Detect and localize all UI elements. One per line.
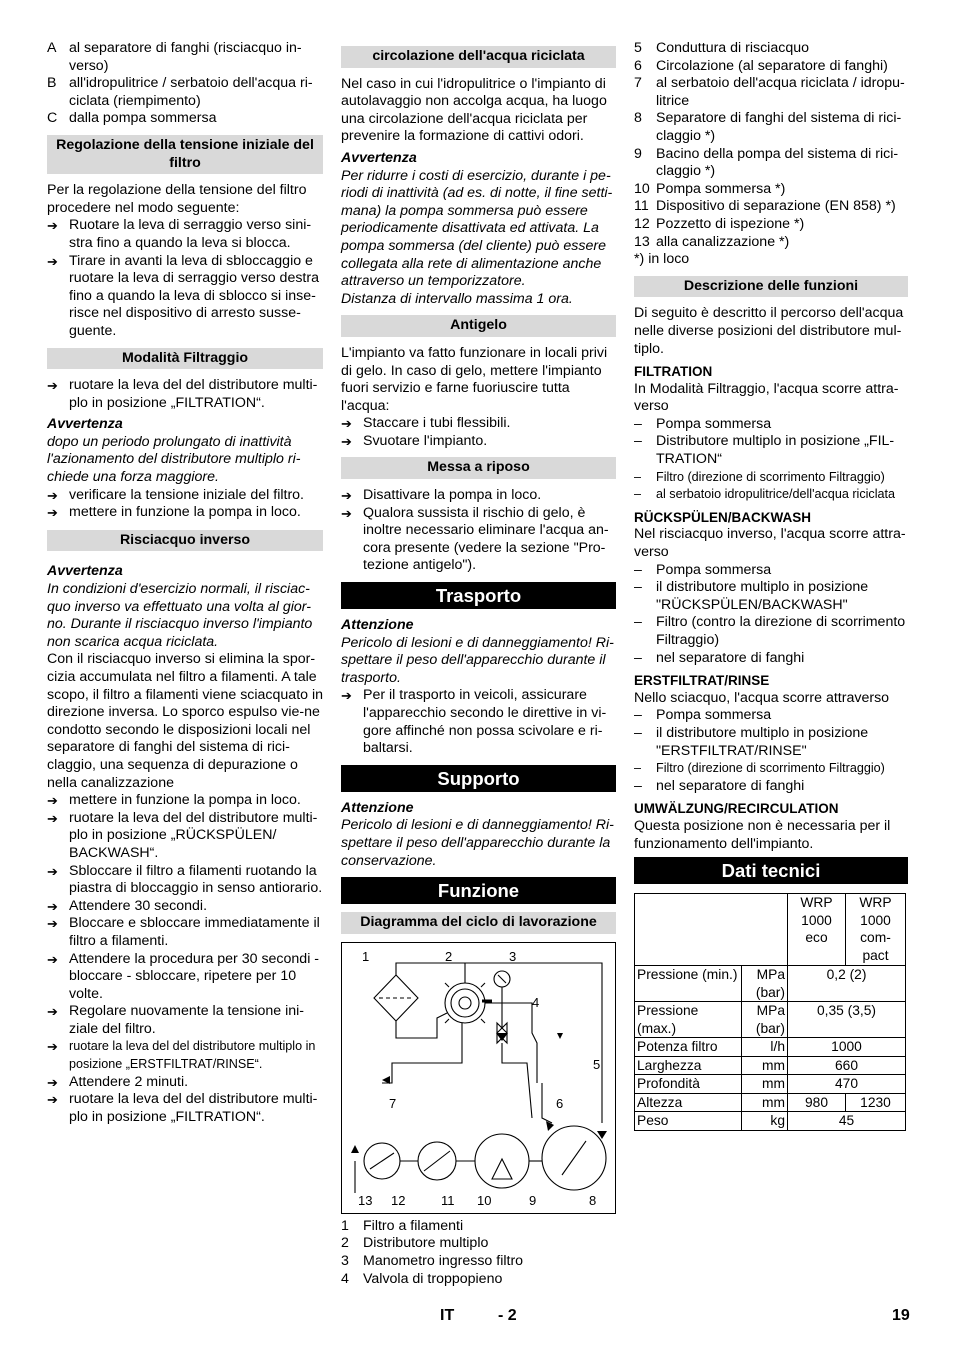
desc-text: Di seguito è descritto il percorso dell'acqua nelle diverse posizioni del distributore mul-tiplo. [634,305,904,357]
tech-row [635,966,906,1002]
legend-item [341,1253,616,1271]
support-heading: Supporto [341,765,616,792]
tech-value: 1000 [788,1038,906,1057]
tech-row [635,1075,906,1094]
tech-value: 45 [788,1112,906,1131]
filter-step [47,377,323,412]
frost-step [341,433,616,451]
dash-bullet-icon: – [634,649,642,666]
tech-unit: mm [742,1056,788,1075]
legend-item-text: Bacino della pompa del sistema di rici-claggio *) [656,145,899,180]
diagram-label-6: 6 [556,1095,564,1111]
backwash-item-text: il distributore multiplo in posizione "RÜCKSPÜLEN/BACKWASH" [656,579,869,613]
tech-head-compact: WRP 1000 com-pact [846,894,906,966]
rinse-item-text: Pompa sommersa [656,707,772,724]
backwash-item-text: Pompa sommersa [656,561,772,578]
backwash-caption: RÜCKSPÜLEN/BACKWASH [634,509,812,525]
arrow-right-icon: ➔ [47,1039,58,1055]
backwash-step-text: Attendere 30 secondi. [69,897,208,914]
diagram-label-10: 10 [477,1192,492,1208]
rinse-item-text: Filtro (direzione di scorrimento Filtraggio) [656,761,885,776]
intro-item-text: all'idropulitrice / serbatoio dell'acqua ri-ciclata (riempimento) [69,75,313,109]
legend-item [634,75,908,110]
diagram-label-1: 1 [362,948,370,964]
transport-warning: Pericolo di lesioni e di danneggiamento! Ri-spettare il peso dell'apparecchio durante il trasporto. [341,634,614,686]
column-1 [47,40,323,1126]
backwash-item [634,614,908,649]
legend-item-key: 9 [634,145,642,162]
arrow-right-icon: ➔ [341,416,352,432]
tech-value: 660 [788,1056,906,1075]
tech-header-row [635,894,906,966]
legend-item-text: Valvola di troppopieno [363,1270,503,1287]
legend-item-key: 6 [634,57,642,74]
legend-item-key: 7 [634,75,642,92]
diagram-label-7: 7 [389,1095,397,1111]
legend-item-key: 13 [634,233,650,250]
legend-item-key: 4 [341,1270,349,1287]
dash-bullet-icon: – [634,724,642,741]
column-2 [341,40,616,1288]
backwash-item [634,562,908,580]
arrow-right-icon: ➔ [47,1004,58,1020]
support-warning: Pericolo di lesioni e di danneggiamento! Ri-spettare il peso dell'apparecchio durante la conservazione. [341,817,614,869]
legend-item [634,146,908,181]
frost-step-text: Svuotare l'impianto. [363,432,488,449]
tech-value: 0,2 (2) [788,966,906,1002]
dash-bullet-icon: – [634,469,642,484]
tech-row [635,1038,906,1057]
backwash-step [47,1074,323,1092]
intro-item [47,110,323,128]
dash-bullet-icon: – [634,561,642,578]
tension-step-text: Ruotare la leva di serraggio verso sini-stra fino a quando la leva si blocca. [69,217,312,251]
tech-unit: MPa (bar) [742,966,788,1002]
tension-step [47,217,323,252]
diagram-label-13: 13 [358,1192,373,1208]
filter-step-text: verificare la tensione iniziale del filtro. [69,486,304,503]
filtration-caption: FILTRATION [634,364,713,380]
backwash-step-text: mettere in funzione la pompa in loco. [69,792,301,809]
rest-step [341,505,616,575]
frost-steps [341,415,616,450]
intro-item-key: C [47,110,58,127]
tension-step [47,253,323,341]
page-number: 19 [892,1307,910,1324]
arrow-right-icon: ➔ [47,951,58,967]
filter-note: dopo un periodo prolungato di inattività l'azionamento del distributore multiplo ri-chiede una forza maggiore. [47,433,301,486]
filter-step-text: ruotare la leva del del distributore multi-plo in posizione „FILTRATION“. [69,377,318,411]
legend-item-text: Pompa sommersa *) [656,180,786,197]
diagram-label-5: 5 [593,1056,601,1072]
backwash-step [47,810,323,863]
tension-step-text: Tirare in avanti la leva di sbloccaggio e ruotare la leva di serraggio verso destra fino a quando la leva di sblocco si inse-risce nel dispositivo di arresto susse-guente. [69,252,319,339]
backwash-step [47,1003,323,1038]
tech-head-eco: WRP 1000 eco [788,894,846,966]
intro-item [47,75,323,110]
arrow-right-icon: ➔ [341,505,352,521]
backwash-step-text: ruotare la leva del del distributore multiplo in posizione „ERSTFILTRAT/RINSE“. [69,1039,316,1072]
legend-item-key: 5 [634,40,642,56]
frost-heading: Antigelo [341,315,616,337]
backwash-flow-text: Nel risciacquo inverso, l'acqua scorre attra-verso [634,526,906,561]
intro-list [47,40,323,128]
backwash-item [634,650,908,668]
dash-bullet-icon: – [634,761,642,776]
backwash-step-text: ruotare la leva del del distributore multi-plo in posizione „RÜCKSPÜLEN/ BACKWASH“. [69,809,318,861]
tech-value: 0,35 (3,5) [788,1002,906,1038]
tech-unit: MPa (bar) [742,1002,788,1038]
transport-step-text: Per il trasporto in veicoli, assicurare l'apparecchio secondo le direttive in vi-gore affinché non possa scivolare e ri-baltarsi. [363,687,607,757]
legend-item-text: Distributore multiplo [363,1235,489,1252]
dash-bullet-icon: – [634,415,642,432]
tech-unit: l/h [742,1038,788,1057]
diagram-legend-part1 [341,1218,616,1288]
arrow-right-icon: ➔ [341,688,352,704]
diagram-label-11: 11 [441,1192,455,1208]
tension-heading: Regolazione della tensione iniziale del filtro [47,135,323,174]
filter-steps [47,487,323,522]
legend-item [634,110,908,145]
tech-row [635,1002,906,1038]
backwash-item-text: nel separatore di fanghi [656,649,805,666]
filter-heading: Modalità Filtraggio [47,348,323,370]
legend-item [634,198,908,216]
dash-bullet-icon: – [634,614,642,631]
diagram-label-3: 3 [509,948,517,964]
diagram-svg [342,943,617,1215]
rinse-text: Nello sciacquo, l'acqua scorre attraverso [634,689,890,706]
rinse-item [634,760,908,778]
filtration-item [634,433,908,468]
filter-step-text: mettere in funzione la pompa in loco. [69,504,301,521]
filtration-item [634,469,908,487]
legend-item-key: 3 [341,1252,349,1269]
backwash-step [47,951,323,1004]
diagram-label-12: 12 [391,1192,406,1208]
tech-value: 470 [788,1075,906,1094]
legend-item-key: 2 [341,1235,349,1252]
diagram-label-9: 9 [529,1192,537,1208]
diagram-heading: Diagramma del ciclo di lavorazione [341,912,616,934]
arrow-right-icon: ➔ [341,433,352,449]
backwash-note: In condizioni d'esercizio normali, il risciac-quo inverso va effettuato una volta al gior-no. Durante il risciacquo inverso l'impianto non scarica acqua riciclata. [47,581,313,650]
legend-item [341,1235,616,1253]
legend-item-text: alla canalizzazione *) [656,233,790,250]
frost-step [341,415,616,433]
dash-bullet-icon: – [634,433,642,450]
support-label: Attenzione [341,799,414,816]
backwash-step [47,898,323,916]
legend-item [634,58,908,76]
dash-bullet-icon: – [634,777,642,794]
tech-label: Peso [635,1112,742,1131]
diagram-label-8: 8 [589,1192,597,1208]
legend-item [341,1218,616,1236]
tech-unit: kg [742,1112,788,1131]
arrow-right-icon: ➔ [47,218,58,234]
tech-value-eco: 980 [788,1093,846,1112]
legend-item [634,181,908,199]
backwash-step [47,1038,323,1073]
recirc-note: Per ridurre i costi di esercizio, durante i pe-riodi di inattività (ad es. di notte, il fine setti-mana) la pompa sommersa può essere periodicamente disattivata ed attivata. La pompa sommersa (del cliente) può essere collegata alla rete di alimentazione anche attraverso un temporizzatore. [341,167,613,290]
backwash-heading: Risciacquo inverso [47,530,323,552]
filtration-text: In Modalità Filtraggio, l'acqua scorre attra-verso [634,380,899,415]
column-3 [634,40,908,1131]
legend-item [634,234,908,252]
backwash-step-text: ruotare la leva del del distributore multi-plo in posizione „FILTRATION“. [69,1091,318,1125]
diagram-legend-part2 [634,40,908,251]
rest-step-text: Qualora sussista il rischio di gelo, è inoltre necessario eliminare l'acqua an-cora presente (vedere la sezione "Pro-tezione antigelo"). [363,504,609,574]
tech-table [634,893,906,1131]
legend-item-text: Circolazione (al separatore di fanghi) [656,57,888,74]
arrow-right-icon: ➔ [47,810,58,826]
legend-item-text: al serbatoio dell'acqua riciclata / idropu-litrice [656,75,905,109]
legend-item-key: 8 [634,110,642,127]
arrow-right-icon: ➔ [47,1074,58,1090]
legend-item-text: Pozzetto di ispezione *) [656,215,805,232]
intro-item-key: B [47,75,57,92]
recirc-heading: circolazione dell'acqua riciclata [341,46,616,68]
transport-label: Attenzione [341,617,414,634]
backwash-items [634,562,908,668]
arrow-right-icon: ➔ [47,898,58,914]
backwash-step-text: Regolare nuovamente la tensione ini-ziale del filtro. [69,1003,305,1037]
arrow-right-icon: ➔ [47,793,58,809]
rinse-item [634,707,908,725]
tech-label: Pressione (min.) [635,966,742,1002]
tech-unit: mm [742,1075,788,1094]
backwash-steps [47,792,323,1126]
backwash-step-text: Bloccare e sbloccare immediatamente il filtro a filamenti. [69,915,320,949]
recirculation-text: Questa posizione non è necessaria per il funzionamento dell'impianto. [634,817,891,852]
arrow-right-icon: ➔ [47,916,58,932]
legend-item-key: 11 [634,198,649,215]
rinse-items [634,707,908,795]
workflow-diagram [341,942,616,1214]
dash-bullet-icon: – [634,707,642,724]
legend-item-text: Manometro ingresso filtro [363,1252,524,1269]
legend-item-text: Separatore di fanghi del sistema di rici-claggio *) [656,110,902,144]
tech-label: Potenza filtro [635,1038,742,1057]
backwash-text: Con il risciacquo inverso si elimina la spor-cizia accumulata nel filtro a filamenti. A tale scopo, il filtro a filamenti viene sciacquato in direzione inversa. Lo sporco espulso vie-ne condotto secondo le disposizioni locali nel separatore di fanghi del sistema di rici-claggio, una sequenza di depurazione o nella canalizzazione [47,651,324,791]
filtration-item-text: Filtro (direzione di scorrimento Filtraggio) [656,469,885,484]
rest-heading: Messa a riposo [341,457,616,479]
backwash-step-text: Sbloccare il filtro a filamenti ruotando la piastra di bloccaggio in senso antiorario. [69,862,323,897]
arrow-right-icon: ➔ [47,253,58,269]
tech-row [635,1093,906,1112]
intro-item-text: al separatore di fanghi (risciacquo in-verso) [69,40,302,74]
rinse-item-text: il distributore multiplo in posizione "ERSTFILTRAT/RINSE" [656,724,869,759]
tech-label: Larghezza [635,1056,742,1075]
filtration-item [634,416,908,434]
legend-item-key: 12 [634,215,650,232]
backwash-step [47,1091,323,1126]
legend-item-text: Filtro a filamenti [363,1217,464,1234]
tension-intro: Per la regolazione della tensione del filtro procedere nel modo seguente: [47,182,307,216]
backwash-step [47,863,323,898]
legend-item-key: 10 [634,180,650,197]
rinse-item [634,725,908,760]
arrow-right-icon: ➔ [47,487,58,503]
intro-item-text: dalla pompa sommersa [69,110,217,127]
tech-row [635,1112,906,1131]
legend-item-text: Dispositivo di separazione (EN 858) *) [656,198,896,215]
recirculation-caption: UMWÄLZUNG/RECIRCULATION [634,801,839,817]
filter-step [47,487,323,505]
footer-language: IT [440,1307,455,1324]
backwash-item-text: Filtro (contro la direzione di scorrimento Filtraggio) [656,614,906,648]
legend-item [341,1271,616,1289]
tech-heading: Dati tecnici [634,857,908,884]
backwash-note-label: Avvertenza [47,563,123,580]
filter-note-label: Avvertenza [47,416,123,433]
recirc-note-interval: Distanza di intervallo massima 1 ora. [341,290,573,307]
tech-value-compact: 1230 [846,1093,906,1112]
intro-item [47,40,323,75]
tech-label: Altezza [635,1093,742,1112]
transport-heading: Trasporto [341,582,616,609]
arrow-right-icon: ➔ [47,505,58,521]
tech-label: Profondità [635,1075,742,1094]
backwash-step-text: Attendere 2 minuti. [69,1073,189,1090]
legend-item-text: Conduttura di risciacquo [656,40,809,56]
tank-10 [475,1134,529,1188]
tech-row [635,1056,906,1075]
footer-page-ref: - 2 [498,1307,517,1324]
arrow-right-icon: ➔ [47,863,58,879]
filter-step [47,504,323,522]
filtration-item-text: al serbatoio idropulitrice/dell'acqua riciclata [656,487,896,502]
legend-item [634,216,908,234]
recirc-note-label: Avvertenza [341,149,417,166]
backwash-step-text: Attendere la procedura per 30 secondi - bloccare - sbloccare, ripetere per 10 volte. [69,950,320,1002]
dash-bullet-icon: – [634,579,642,596]
backwash-item [634,579,908,614]
rinse-item-text: nel separatore di fanghi [656,777,805,794]
arrow-right-icon: ➔ [341,488,352,504]
backwash-step [47,792,323,810]
arrow-right-icon: ➔ [47,1092,58,1108]
footnote: *) in loco [634,251,690,268]
desc-heading: Descrizione delle funzioni [634,276,908,298]
diagram-label-4: 4 [532,994,540,1010]
transport-step [341,687,616,757]
rest-step [341,487,616,505]
rest-step-text: Disattivare la pompa in loco. [363,487,542,504]
backwash-step [47,915,323,950]
function-heading: Funzione [341,877,616,904]
rinse-caption: ERSTFILTRAT/RINSE [634,673,770,689]
legend-item [634,40,908,58]
rinse-item [634,778,908,796]
intro-item-key: A [47,40,57,56]
dash-bullet-icon: – [634,487,642,502]
tech-label: Pressione (max.) [635,1002,742,1038]
rest-steps [341,487,616,575]
filtration-item [634,486,908,504]
diagram-label-2: 2 [445,948,453,964]
filtration-items [634,416,908,504]
recirc-text: Nel caso in cui l'idropulitrice o l'impianto di autolavaggio non accolga acqua, ha luogo una circolazione dell'acqua riciclata per prevenire la formazione di cattivi odori. [341,75,607,145]
filtration-item-text: Distributore multiplo in posizione „FIL-TRATION“ [656,433,895,468]
frost-step-text: Staccare i tubi flessibili. [363,415,511,432]
tech-unit: mm [742,1093,788,1112]
tension-steps [47,217,323,340]
filtration-item-text: Pompa sommersa [656,415,772,432]
arrow-right-icon: ➔ [47,378,58,394]
legend-item-key: 1 [341,1217,349,1234]
frost-text: L'impianto va fatto funzionare in locali privi di gelo. In caso di gelo, mettere l'impianto fuori servizio e farne fuoriuscire tutta l'acqua: [341,344,608,414]
